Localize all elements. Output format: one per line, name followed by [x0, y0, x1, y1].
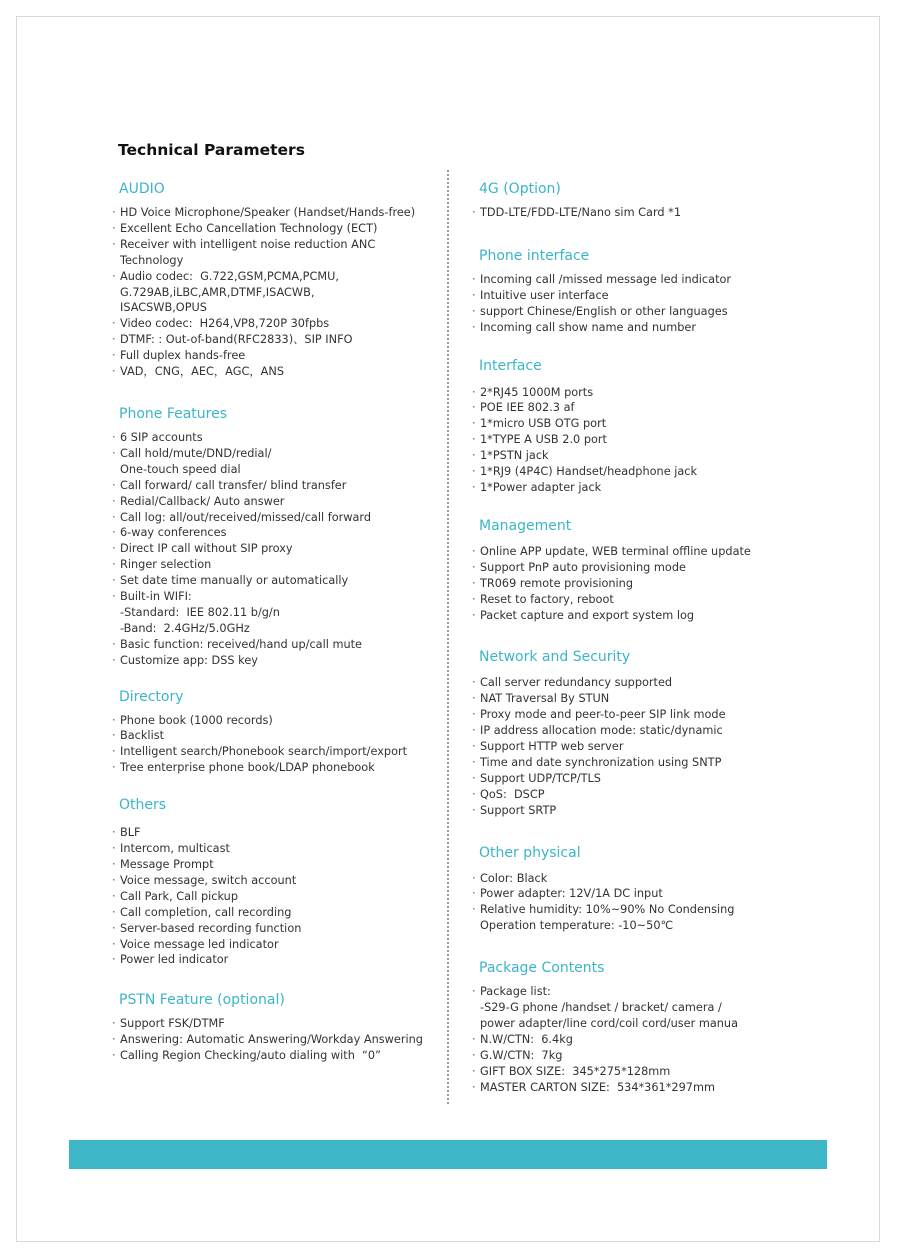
section-management — [472, 518, 802, 624]
section-heading: Package Contents — [479, 960, 605, 977]
list-item: · POE IEE 802.3 af — [472, 400, 802, 416]
section-other-physical — [472, 845, 802, 935]
list-item: · Incoming call /missed message led indicator — [472, 272, 802, 288]
package-contents-list — [472, 984, 802, 1095]
list-item: · Call completion, call recording — [112, 905, 442, 921]
section-heading: Interface — [479, 357, 542, 374]
left-column — [112, 181, 442, 1064]
4g-list — [472, 205, 802, 221]
section-phone-interface — [472, 248, 802, 336]
list-item: · Time and date synchronization using SNTP — [472, 755, 802, 771]
interface-list — [472, 385, 802, 496]
list-item: · Excellent Echo Cancellation Technology (ECT) — [112, 221, 442, 237]
list-item: · Support PnP auto provisioning mode — [472, 560, 802, 576]
list-item: · 6 SIP accounts — [112, 430, 442, 446]
list-item: · Color: Black — [472, 871, 802, 887]
list-item-continuation: G.729AB,iLBC,AMR,DTMF,ISACWB, — [120, 285, 315, 299]
list-item: · Ringer selection — [112, 557, 442, 573]
list-item: · support Chinese/English or other languages — [472, 304, 802, 320]
section-others — [112, 797, 442, 968]
list-item: · GIFT BOX SIZE: 345*275*128mm — [472, 1064, 802, 1080]
list-item: · 2*RJ45 1000M ports — [472, 385, 802, 401]
list-item: · N.W/CTN: 6.4kg — [472, 1032, 802, 1048]
section-heading: Management — [479, 517, 572, 534]
list-item: · Redial/Callback/ Auto answer — [112, 494, 442, 510]
list-item: · VAD，CNG，AEC，AGC，ANS — [112, 364, 442, 380]
list-item: · Power led indicator — [112, 952, 442, 968]
network-security-list — [472, 675, 802, 818]
list-item: · Backlist — [112, 728, 442, 744]
list-item: · Proxy mode and peer-to-peer SIP link mode — [472, 707, 802, 723]
list-item: · Online APP update, WEB terminal offline update — [472, 544, 802, 560]
column-divider — [447, 170, 449, 1104]
section-heading: Phone interface — [479, 247, 590, 264]
list-item-continuation: One-touch speed dial — [120, 462, 241, 476]
section-directory — [112, 689, 442, 777]
list-item: · Receiver with intelligent noise reduction ANC — [112, 237, 442, 253]
section-heading: 4G (Option) — [479, 181, 561, 197]
list-item: · TDD-LTE/FDD-LTE/Nano sim Card *1 — [472, 205, 802, 221]
phone-interface-list — [472, 272, 802, 336]
list-item: · IP address allocation mode: static/dynamic — [472, 723, 802, 739]
list-item-continuation: Operation temperature: -10~50℃ — [480, 919, 674, 933]
list-item: · 1*PSTN jack — [472, 448, 802, 464]
list-item: · TR069 remote provisioning — [472, 576, 802, 592]
list-item: · Audio codec: G.722,GSM,PCMA,PCMU, — [112, 269, 442, 285]
section-phone-features — [112, 406, 442, 669]
list-item: · Packet capture and export system log — [472, 608, 802, 624]
page-title: Technical Parameters — [118, 141, 305, 159]
list-item: · Answering: Automatic Answering/Workday Answering — [112, 1032, 442, 1048]
list-item: · Call log: all/out/received/missed/call forward — [112, 510, 442, 526]
section-heading: Directory — [119, 688, 184, 705]
management-list — [472, 544, 802, 624]
list-item: · Tree enterprise phone book/LDAP phonebook — [112, 760, 442, 776]
list-item: · 6-way conferences — [112, 525, 442, 541]
list-item-continuation: -Band: 2.4GHz/5.0GHz — [120, 621, 250, 635]
list-item: · Package list: — [472, 984, 802, 1000]
others-list — [112, 825, 442, 968]
list-item: · Support FSK/DTMF — [112, 1016, 442, 1032]
section-4g — [472, 181, 802, 221]
list-item: · Set date time manually or automatically — [112, 573, 442, 589]
list-item: · Relative humidity: 10%~90% No Condensing — [472, 902, 802, 918]
right-column — [472, 181, 802, 1096]
pstn-list — [112, 1016, 442, 1064]
list-item: · Call hold/mute/DND/redial/ — [112, 446, 442, 462]
list-item: · Full duplex hands-free — [112, 348, 442, 364]
list-item: · QoS: DSCP — [472, 787, 802, 803]
section-heading: Others — [119, 797, 167, 814]
list-item: · Message Prompt — [112, 857, 442, 873]
list-item: · Incoming call show name and number — [472, 320, 802, 336]
list-item: · Power adapter: 12V/1A DC input — [472, 886, 802, 902]
list-item: · Intuitive user interface — [472, 288, 802, 304]
directory-list — [112, 713, 442, 777]
list-item: · Support UDP/TCP/TLS — [472, 771, 802, 787]
list-item: · Built-in WIFI: — [112, 589, 442, 605]
list-item: · Calling Region Checking/auto dialing with “0” — [112, 1048, 442, 1064]
section-interface — [472, 358, 802, 496]
list-item: · Video codec: H264,VP8,720P 30fpbs — [112, 316, 442, 332]
list-item: · Call forward/ call transfer/ blind transfer — [112, 478, 442, 494]
section-audio — [112, 181, 442, 380]
section-heading: Network and Security — [479, 649, 631, 666]
list-item: · Server-based recording function — [112, 921, 442, 937]
list-item-continuation: -Standard: IEE 802.11 b/g/n — [120, 605, 280, 619]
list-item-continuation: -S29-G phone /handset / bracket/ camera / — [480, 1001, 722, 1015]
list-item: · NAT Traversal By STUN — [472, 691, 802, 707]
list-item: · 1*TYPE A USB 2.0 port — [472, 432, 802, 448]
list-item: · Support HTTP web server — [472, 739, 802, 755]
list-item: · Call server redundancy supported — [472, 675, 802, 691]
section-pstn-feature — [112, 992, 442, 1064]
list-item: · MASTER CARTON SIZE: 534*361*297mm — [472, 1080, 802, 1096]
section-heading: PSTN Feature (optional) — [119, 992, 285, 1009]
phone-features-list — [112, 430, 442, 669]
list-item-continuation: power adapter/line cord/coil cord/user manua — [480, 1017, 738, 1030]
footer-bar — [69, 1140, 827, 1169]
list-item: · BLF — [112, 825, 442, 841]
list-item: · HD Voice Microphone/Speaker (Handset/Hands-free) — [112, 205, 442, 221]
list-item: · Phone book (1000 records) — [112, 713, 442, 729]
list-item-continuation: ISACSWB,OPUS — [120, 301, 207, 315]
list-item: · Call Park, Call pickup — [112, 889, 442, 905]
section-package-contents — [472, 960, 802, 1095]
section-network-security — [472, 649, 802, 818]
list-item: · G.W/CTN: 7kg — [472, 1048, 802, 1064]
section-heading: AUDIO — [119, 181, 165, 197]
list-item: · Intelligent search/Phonebook search/import/export — [112, 744, 442, 760]
list-item: · Direct IP call without SIP proxy — [112, 541, 442, 557]
list-item: · DTMF: : Out-of-band(RFC2833)、SIP INFO — [112, 332, 442, 348]
list-item: · 1*micro USB OTG port — [472, 416, 802, 432]
other-physical-list — [472, 871, 802, 935]
section-heading: Phone Features — [119, 405, 228, 422]
list-item: · Voice message led indicator — [112, 937, 442, 953]
list-item: · 1*Power adapter jack — [472, 480, 802, 496]
list-item-continuation: Technology — [120, 253, 184, 267]
list-item: · Basic function: received/hand up/call mute — [112, 637, 442, 653]
list-item: · Voice message, switch account — [112, 873, 442, 889]
section-heading: Other physical — [479, 844, 581, 861]
audio-list — [112, 205, 442, 380]
list-item: · 1*RJ9 (4P4C) Handset/headphone jack — [472, 464, 802, 480]
list-item: · Intercom, multicast — [112, 841, 442, 857]
list-item: · Customize app: DSS key — [112, 653, 442, 669]
list-item: · Support SRTP — [472, 803, 802, 819]
list-item: · Reset to factory, reboot — [472, 592, 802, 608]
